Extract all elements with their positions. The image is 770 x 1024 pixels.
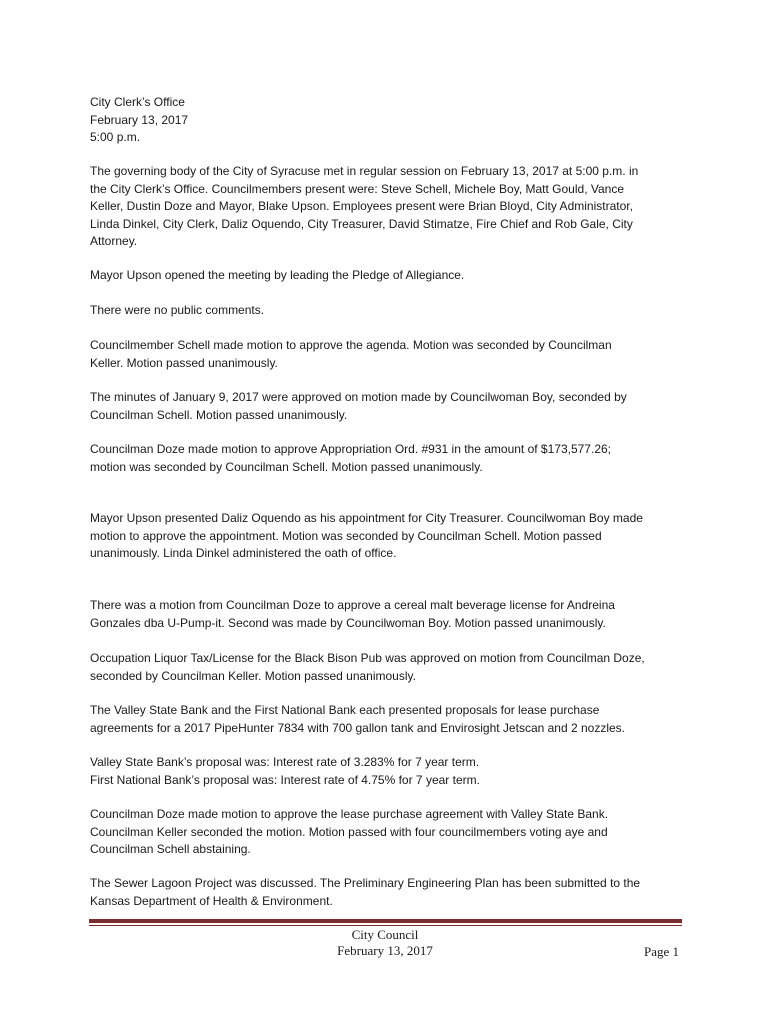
text-line: unanimously. Linda Dinkel administered the oath of office. [90,546,397,561]
text-line: agreements for a 2017 PipeHunter 7834 with 700 gallon tank and Envirosight Jetscan and 2 nozzles. [90,720,626,735]
text-line: The minutes of January 9, 2017 were approved on motion made by Councilwoman Boy, seconded by [90,390,627,404]
footer-date: February 13, 2017 [337,943,433,958]
paragraph-lease-proposals [90,702,690,737]
paragraph-cmb-license [90,597,690,632]
text-line: Councilmember Schell made motion to approve the agenda. Motion was seconded by Councilman [90,338,612,352]
paragraph-public-comments [90,302,690,320]
text-line: Mayor Upson presented Daliz Oquendo as his appointment for City Treasurer. Councilwoman Boy made [90,511,643,525]
paragraph-minutes [90,389,690,424]
text-line: Kansas Department of Health & Environment. [90,893,333,908]
text-line: Mayor Upson opened the meeting by leading the Pledge of Allegiance. [90,268,465,282]
document-heading [90,94,188,147]
text-line: Councilman Doze made motion to approve the lease purchase agreement with Valley State Bank. [90,807,609,821]
footer-divider-thin [89,925,682,926]
text-line: the City Clerk’s Office. Councilmembers present were: Steve Schell, Michele Boy, Matt Gould, Vance [90,181,624,196]
text-line: There was a motion from Councilman Doze to approve a cereal malt beverage license for Andreina [90,598,615,612]
office-name: City Clerk’s Office [90,95,185,109]
footer-divider [89,919,682,923]
text-line: Councilman Doze made motion to approve Appropriation Ord. #931 in the amount of $173,577.26; [90,442,611,456]
paragraph-attendance [90,163,690,251]
text-line: Keller. Motion passed unanimously. [90,355,278,370]
text-line: Attorney. [90,234,138,249]
paragraph-sewer-lagoon [90,875,690,910]
text-line: Councilman Schell. Motion passed unanimously. [90,407,348,422]
page-number: Page 1 [643,944,679,959]
paragraph-pledge [90,267,690,285]
paragraph-appropriation [90,441,690,476]
text-line: seconded by Councilman Keller. Motion passed unanimously. [90,668,416,683]
paragraph-lease-approval [90,806,690,859]
paragraph-treasurer-appointment [90,510,690,563]
text-line: Councilman Keller seconded the motion. Motion passed with four councilmembers voting aye and [90,824,608,839]
text-line: Valley State Bank’s proposal was: Interest rate of 3.283% for 7 year term. [90,755,480,769]
text-line: motion was seconded by Councilman Schell. Motion passed unanimously. [90,459,483,474]
text-line: Occupation Liquor Tax/License for the Black Bison Pub was approved on motion from Councilman Doze, [90,651,645,665]
footer-title: City Council [351,927,419,942]
paragraph-interest-rates [90,754,690,789]
text-line: The Sewer Lagoon Project was discussed. The Preliminary Engineering Plan has been submitted to the [90,876,641,890]
text-line: Keller, Dustin Doze and Mayor, Blake Upson. Employees present were Brian Bloyd, City Administrator, [90,199,633,214]
meeting-time: 5:00 p.m. [90,130,141,144]
text-line: The governing body of the City of Syracuse met in regular session on February 13, 2017 at 5:00 p.m. in [90,164,639,178]
paragraph-liquor-license [90,650,690,685]
paragraph-agenda [90,337,690,372]
text-line: Gonzales dba U-Pump-it. Second was made by Councilwoman Boy. Motion passed unanimously. [90,615,606,630]
meeting-date: February 13, 2017 [90,112,189,127]
text-line: First National Bank’s proposal was: Interest rate of 4.75% for 7 year term. [90,772,480,787]
text-line: motion to approve the appointment. Motion was seconded by Councilman Schell. Motion passed [90,528,602,543]
text-line: Linda Dinkel, City Clerk, Daliz Oquendo, City Treasurer, David Stimatze, Fire Chief and Rob Gale, City [90,216,633,231]
text-line: There were no public comments. [90,303,265,317]
text-line: The Valley State Bank and the First National Bank each presented proposals for lease purchase [90,703,600,717]
text-line: Councilman Schell abstaining. [90,842,251,857]
